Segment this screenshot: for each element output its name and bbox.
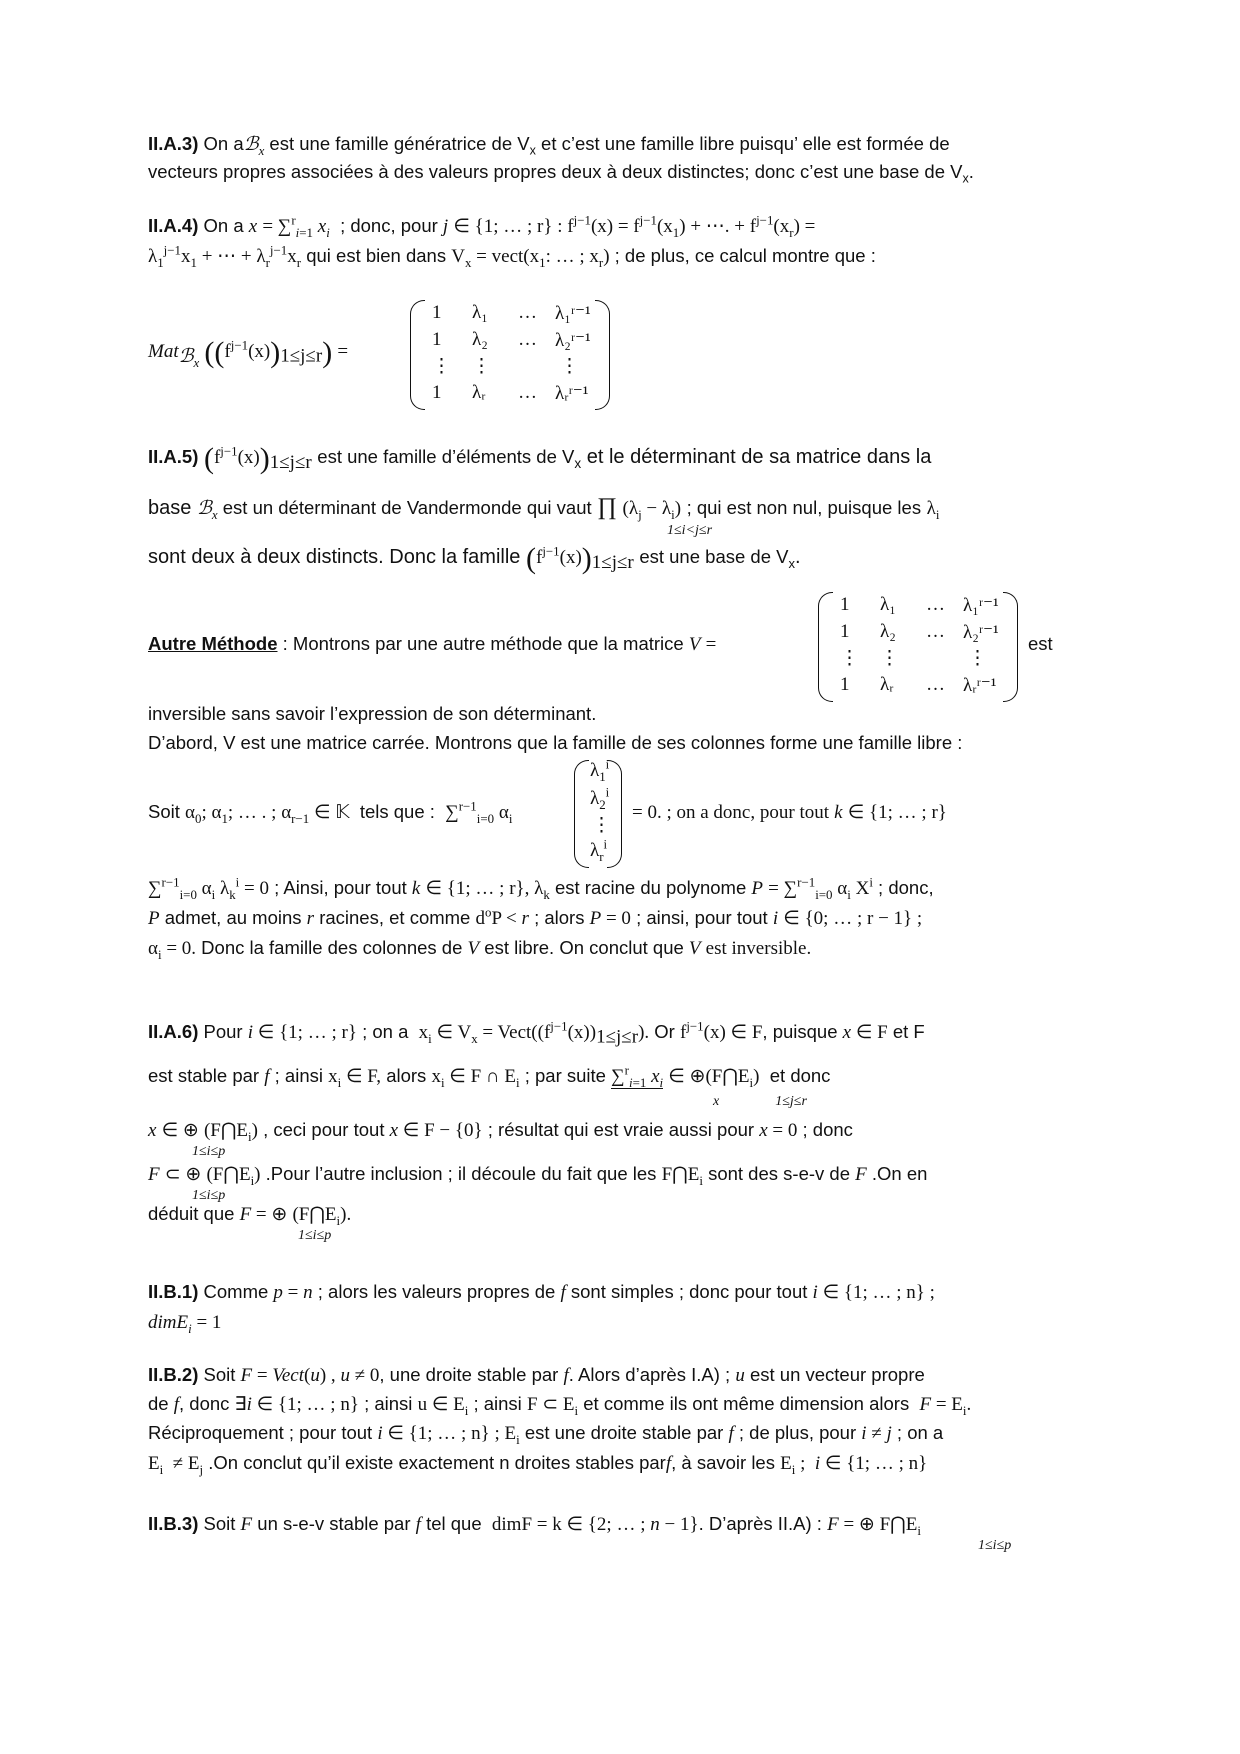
para-b2-line4: $E_i \ne E_j$ .On conclut qu’il existe exactement n droites stables parf, à savoir les $E_i$ ; i ∈ {1; … ; n} xyxy=(148,1452,928,1477)
para-a6-line1: II.A.6) Pour i ∈ {1; … ; r} ; on a $x_i$ ∈ $V_x$ = $Vect((f^{j-1}(x))_{1\le j\le r})$. Or $f^{j-1}(x)$ ∈ F, puisque x ∈ F et F xyxy=(148,1018,925,1048)
para-a3-line2: vecteurs propres associées à des valeurs propres deux à deux distinctes; donc c’est une base de $V_x$. xyxy=(148,161,974,186)
label-b1: II.B.1) xyxy=(148,1281,199,1302)
autre-line6: P admet, au moins r racines, et comme $d^oP < r$ ; alors P = 0 ; ainsi, pour tout i ∈ {0; … ; r − 1} ; xyxy=(148,904,923,929)
autre-line5: ∑$^{r-1}_{i=0}$ $\alpha_i$ $\lambda_k^i = 0$ ; Ainsi, pour tout k ∈ {1; … ; r}, $\lambda_k$ est racine du polynome P = ∑$^{r-1}_{i=0}$ $\alpha_i$ $X^i$ ; donc, xyxy=(148,874,934,902)
label-a5: II.A.5) xyxy=(148,446,199,467)
para-a6-line2: est stable par f ; ainsi $x_i$ ∈ F, alors $x_i$ ∈ F ∩ $E_i$ ; par suite ∑$^r_{i=1}$ $x_i$ ∈ $\oplus(F⋂E_i)$ et donc xyxy=(148,1062,831,1090)
label-b2: II.B.2) xyxy=(148,1364,199,1385)
autre-est: est xyxy=(1028,633,1053,654)
mat-expression: Mat$_{ℬ_x}$ $((f^{j-1}(x))_{1\le j\le r})$ = xyxy=(148,336,349,370)
para-b1-line1: II.B.1) Comme p = n ; alors les valeurs propres de f sont simples ; donc pour tout i ∈ {1; … ; n} ; xyxy=(148,1281,935,1303)
label-b3: II.B.3) xyxy=(148,1513,199,1534)
para-b2-line1: II.B.2) Soit F = Vect(u) , u ≠ 0, une droite stable par f. Alors d’après I.A) ; u est un vecteur propre xyxy=(148,1364,925,1386)
column-vector: $\lambda_1^i$ $\lambda_2^i$ ⋮ $\lambda_r^i$ xyxy=(574,760,622,868)
para-b2-line2: de f, donc ∃i ∈ {1; … ; n} ; ainsi u ∈ $E_i$ ; ainsi F ⊂ $E_i$ et comme ils ont même dimension alors $F = E_i$. xyxy=(148,1393,972,1418)
autre-methode-title: Autre Méthode xyxy=(148,633,278,654)
para-a6-line2-sub: x 1≤j≤r xyxy=(713,1094,807,1109)
matrix-vandermonde-2: 1 λ₁ … λ₁ʳ⁻¹ 1 λ₂ … λ₂ʳ⁻¹ ⋮ ⋮ ⋮ 1 λᵣ … λᵣʳ⁻¹ xyxy=(818,592,1018,702)
para-a4-line1: II.A.4) On a x = ∑$^r_{i=1}$ $x_i$ ; donc, pour j ∈ {1; … ; r} : $f^{j-1}(x) = f^{j-1}(x_1)$ + ⋯. + $f^{j-1}(x_r)$ = xyxy=(148,212,816,240)
autre-line4b: = 0. ; on a donc, pour tout k ∈ {1; … ; r} xyxy=(632,802,947,823)
para-b3-line1: II.B.3) Soit F un s-e-v stable par f tel que dimF = k ∈ {2; … ; n − 1}. D’après II.A) : F = ⊕ $F⋂E_i$ $^{1\le i\le p}$ xyxy=(148,1513,1012,1553)
para-a6-line3: x ∈ ⊕ $(F⋂E_i)$ , ceci pour tout x ∈ F − {0} ; résultat qui est vraie aussi pour x = 0 ; donc $^{1\le i\le p}$ xyxy=(148,1119,853,1159)
autre-line3: D’abord, V est une matrice carrée. Montrons que la famille de ses colonnes forme une famille libre : xyxy=(148,732,963,753)
para-b1-line2: dimE$_i$ = 1 xyxy=(148,1312,222,1336)
label-a4: II.A.4) xyxy=(148,215,199,236)
label-a3: II.A.3) xyxy=(148,133,199,154)
autre-line2: inversible sans savoir l’expression de son déterminant. xyxy=(148,703,597,724)
autre-line1: Autre Méthode : Montrons par une autre méthode que la matrice V = xyxy=(148,633,717,655)
matrix-vandermonde-1: 1 λ₁ … λ₁ʳ⁻¹ 1 λ₂ … λ₂ʳ⁻¹ ⋮ ⋮ ⋮ 1 λᵣ … λᵣʳ⁻¹ xyxy=(410,300,610,410)
para-b2-line3: Réciproquement ; pour tout i ∈ {1; … ; n} ; $E_i$ est une droite stable par f ; de plus, pour i ≠ j ; on a xyxy=(148,1422,944,1447)
autre-line4: Soit $\alpha_0$; $\alpha_1$; … . ; $\alpha_{r-1}$ ∈ 𝕂 tels que : ∑$^{r-1}_{i=0}$ $\alpha_i$ xyxy=(148,798,513,826)
para-a5-line1: II.A.5) $(f^{j-1}(x))_{1\le j\le r}$ est une famille d’éléments de $V_x$ et le déterminant de sa matrice dans la xyxy=(148,442,932,475)
autre-line7: $\alpha_i = 0$. Donc la famille des colonnes de V est libre. On conclut que V est inversible. xyxy=(148,937,812,962)
label-a6: II.A.6) xyxy=(148,1021,199,1042)
para-a5-line2: base ℬ$_x$ est un déterminant de Vandermonde qui vaut ∏ $(\lambda_j - \lambda_i)$ ; qui est non nul, puisque les $\lambda_i$ $^{1\le i<j\le r}$ xyxy=(148,494,940,538)
para-a6-line5: déduit que F = ⊕ $(F⋂E_i)$. $^{1\le i\le p}$ xyxy=(148,1203,352,1243)
para-a5-line3: sont deux à deux distincts. Donc la famille $(f^{j-1}(x))_{1\le j\le r}$ est une base de $V_x$. xyxy=(148,542,801,575)
para-a6-line4: F ⊂ ⊕ $(F⋂E_i)$ .Pour l’autre inclusion ; il découle du fait que les $F⋂E_i$ sont des s-e-v de F .On en $^{1\le i\le p}$ xyxy=(148,1163,928,1203)
para-a3-line1: II.A.3) On aℬ$_x$ est une famille génératrice de $V_x$ et c’est une famille libre puisqu’ elle est formée de xyxy=(148,133,950,158)
para-a4-line2: $\lambda_1^{j-1}x_1$ + ⋯ + $\lambda_r^{j-1}x_r$ qui est bien dans $V_x$ = $vect(x_1$: … ; $x_r$) ; de plus, ce calcul montre que : xyxy=(148,242,876,270)
